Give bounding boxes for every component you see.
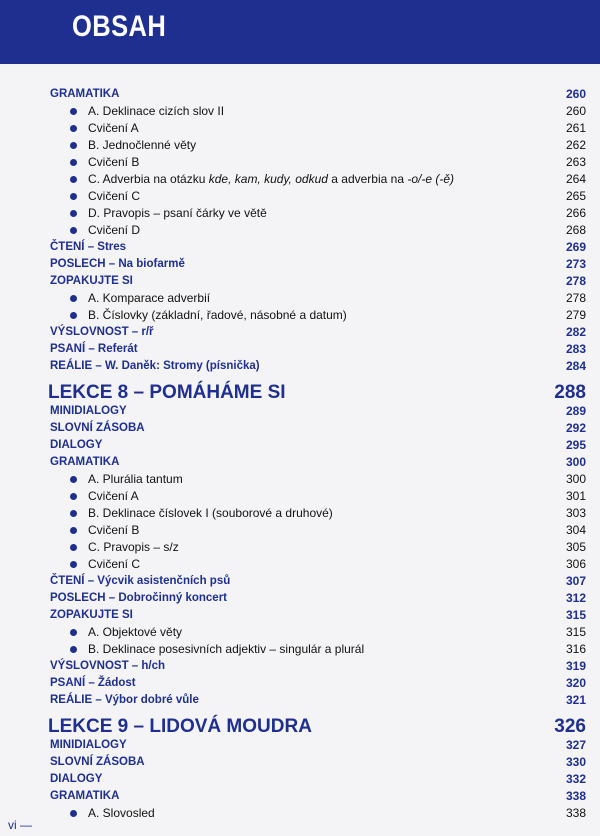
bullet-icon xyxy=(70,493,77,500)
toc-section xyxy=(0,86,600,103)
toc-page-number: 300 xyxy=(565,455,586,469)
bullet-icon xyxy=(70,510,77,517)
toc-entry-title: VÝSLOVNOST – h/ch xyxy=(50,660,166,672)
toc-page-number: 321 xyxy=(565,693,586,707)
toc-page-number: 332 xyxy=(565,772,586,786)
toc-page-number: 262 xyxy=(565,138,586,152)
toc-item xyxy=(0,290,600,307)
toc-entry-title: A. Komparace adverbií xyxy=(88,291,211,305)
bullet-icon xyxy=(70,561,77,568)
toc-page-number: 306 xyxy=(565,557,586,571)
toc-entry-title: Cvičení A xyxy=(88,489,139,503)
toc-entry-title: DIALOGY xyxy=(50,439,103,451)
toc-section xyxy=(0,590,600,607)
toc-entry-title: ČTENÍ – Výcvik asistenčních psů xyxy=(50,575,231,587)
toc-page-number: 295 xyxy=(565,438,586,452)
toc-item xyxy=(0,539,600,556)
toc-entry-title: REÁLIE – W. Daněk: Stromy (písnička) xyxy=(50,360,260,372)
toc-section xyxy=(0,771,600,788)
toc-item xyxy=(0,222,600,239)
toc-page-number: 278 xyxy=(565,274,586,288)
toc-entry-title: MINIDIALOGY xyxy=(50,405,127,417)
toc-page-number: 316 xyxy=(565,642,586,656)
toc-page-number: 278 xyxy=(565,291,586,305)
bullet-icon xyxy=(70,159,77,166)
toc-section xyxy=(0,658,600,675)
toc-item xyxy=(0,205,600,222)
toc-entry-title: B. Číslovky (základní, řadové, násobné a datum) xyxy=(88,308,347,322)
toc-item xyxy=(0,307,600,324)
bullet-icon xyxy=(70,125,77,132)
toc-section xyxy=(0,324,600,341)
toc-section xyxy=(0,675,600,692)
toc-item xyxy=(0,171,600,188)
toc-section xyxy=(0,273,600,290)
bullet-icon xyxy=(70,193,77,200)
toc-section xyxy=(0,692,600,709)
toc-page-number: 330 xyxy=(565,755,586,769)
toc-entry-title: C. Adverbia na otázku kde, kam, kudy, odkud a adverbia na -o/-e (-ě) xyxy=(88,172,454,186)
toc-entry-title: ČTENÍ – Stres xyxy=(50,241,127,253)
bullet-icon xyxy=(70,108,77,115)
toc-entry-title: A. Plurália tantum xyxy=(88,472,183,486)
toc-section xyxy=(0,788,600,805)
toc-item xyxy=(0,120,600,137)
toc-entry-title: Cvičení C xyxy=(88,557,141,571)
toc-entry-title: B. Jednočlenné věty xyxy=(88,138,197,152)
toc-page-number: 300 xyxy=(565,472,586,486)
bullet-icon xyxy=(70,142,77,149)
toc-entry-title: B. Deklinace posesivních adjektiv – singulár a plurál xyxy=(88,642,365,656)
toc-page-number: 268 xyxy=(565,223,586,237)
toc-section xyxy=(0,754,600,771)
toc-page-number: 312 xyxy=(565,591,586,605)
bullet-icon xyxy=(70,646,77,653)
toc-item xyxy=(0,641,600,658)
toc-page-number: 279 xyxy=(565,308,586,322)
toc-page-number: 304 xyxy=(565,523,586,537)
toc-item xyxy=(0,522,600,539)
toc-item xyxy=(0,103,600,120)
toc-entry-title: Cvičení C xyxy=(88,189,141,203)
toc-section xyxy=(0,607,600,624)
toc-page-number: 265 xyxy=(565,189,586,203)
toc-entry-title: PSANÍ – Referát xyxy=(50,343,138,355)
toc-section xyxy=(0,454,600,471)
toc-section xyxy=(0,737,600,754)
toc-item xyxy=(0,624,600,641)
toc-page-number: 292 xyxy=(565,421,586,435)
toc-section xyxy=(0,341,600,358)
toc-entry-title: ZOPAKUJTE SI xyxy=(50,609,133,621)
toc-page-number: 307 xyxy=(565,574,586,588)
toc-entry-title: A. Objektové věty xyxy=(88,625,183,639)
toc-page-number: 326 xyxy=(554,716,586,737)
toc-page-number: 284 xyxy=(565,359,586,373)
toc-entry-title: Cvičení B xyxy=(88,523,140,537)
toc-page-number: 301 xyxy=(565,489,586,503)
toc-item xyxy=(0,805,600,822)
toc-item xyxy=(0,488,600,505)
toc-page-number: 303 xyxy=(565,506,586,520)
toc-page-number: 288 xyxy=(554,382,586,403)
toc-entry-title: C. Pravopis – s/z xyxy=(88,540,179,554)
toc-entry-title: REÁLIE – Výbor dobré vůle xyxy=(50,694,199,706)
toc-item xyxy=(0,188,600,205)
toc-page-number: 319 xyxy=(565,659,586,673)
toc-entry-title: SLOVNÍ ZÁSOBA xyxy=(50,422,145,434)
toc-page-number: 282 xyxy=(565,325,586,339)
toc-entry-title: GRAMATIKA xyxy=(50,790,120,802)
toc-entry-title: Cvičení D xyxy=(88,223,141,237)
page-title: OBSAH xyxy=(72,10,167,43)
toc-entry-title: Cvičení B xyxy=(88,155,140,169)
toc-entry-title: D. Pravopis – psaní čárky ve větě xyxy=(88,206,267,220)
toc-page-number: 327 xyxy=(565,738,586,752)
toc-entry-title: POSLECH – Na biofarmě xyxy=(50,258,185,270)
toc-page-number: 260 xyxy=(565,104,586,118)
bullet-icon xyxy=(70,210,77,217)
bullet-icon xyxy=(70,527,77,534)
toc-page-number: 261 xyxy=(565,121,586,135)
toc-page-number: 315 xyxy=(565,625,586,639)
toc-entry-title: PSANÍ – Žádost xyxy=(50,677,136,689)
bullet-icon xyxy=(70,629,77,636)
toc-entry-title: A. Slovosled xyxy=(88,806,155,820)
toc-page-number: 273 xyxy=(565,257,586,271)
page-number: vi — xyxy=(8,818,32,832)
toc-page-number: 269 xyxy=(565,240,586,254)
toc-page-number: 315 xyxy=(565,608,586,622)
toc-entry-title: LEKCE 9 – LIDOVÁ MOUDRA xyxy=(48,716,312,737)
toc-entry-title: POSLECH – Dobročinný koncert xyxy=(50,592,228,604)
toc-entry-title: DIALOGY xyxy=(50,773,103,785)
toc-page-number: 264 xyxy=(565,172,586,186)
toc-item xyxy=(0,505,600,522)
bullet-icon xyxy=(70,544,77,551)
toc-page-number: 289 xyxy=(565,404,586,418)
toc-item xyxy=(0,556,600,573)
header-bar xyxy=(0,0,600,64)
toc-section xyxy=(0,358,600,375)
toc-section xyxy=(0,420,600,437)
toc-item xyxy=(0,471,600,488)
toc-item xyxy=(0,154,600,171)
toc-page-number: 260 xyxy=(565,87,586,101)
toc-entry-title: Cvičení A xyxy=(88,121,139,135)
toc-page-number: 338 xyxy=(565,806,586,820)
toc-entry-title: GRAMATIKA xyxy=(50,456,120,468)
toc-page-number: 305 xyxy=(565,540,586,554)
bullet-icon xyxy=(70,227,77,234)
toc-page-number: 283 xyxy=(565,342,586,356)
toc-entry-title: SLOVNÍ ZÁSOBA xyxy=(50,756,145,768)
toc-entry-title: ZOPAKUJTE SI xyxy=(50,275,133,287)
toc-entry-title: MINIDIALOGY xyxy=(50,739,127,751)
toc-item xyxy=(0,137,600,154)
bullet-icon xyxy=(70,295,77,302)
toc-entry-title: B. Deklinace číslovek I (souborové a druhové) xyxy=(88,506,333,520)
toc-page-number: 263 xyxy=(565,155,586,169)
toc-page-number: 320 xyxy=(565,676,586,690)
toc-page-number: 266 xyxy=(565,206,586,220)
toc-section xyxy=(0,256,600,273)
toc-section xyxy=(0,437,600,454)
toc-section xyxy=(0,573,600,590)
bullet-icon xyxy=(70,176,77,183)
toc-page-number: 338 xyxy=(565,789,586,803)
toc-section xyxy=(0,403,600,420)
bullet-icon xyxy=(70,476,77,483)
toc-entry-title: GRAMATIKA xyxy=(50,88,120,100)
bullet-icon xyxy=(70,810,77,817)
toc-entry-title: VÝSLOVNOST – r/ř xyxy=(50,326,154,338)
toc-entry-title: LEKCE 8 – POMÁHÁME SI xyxy=(48,382,286,403)
toc-entry-title: A. Deklinace cizích slov II xyxy=(88,104,225,118)
toc-section xyxy=(0,239,600,256)
bullet-icon xyxy=(70,312,77,319)
